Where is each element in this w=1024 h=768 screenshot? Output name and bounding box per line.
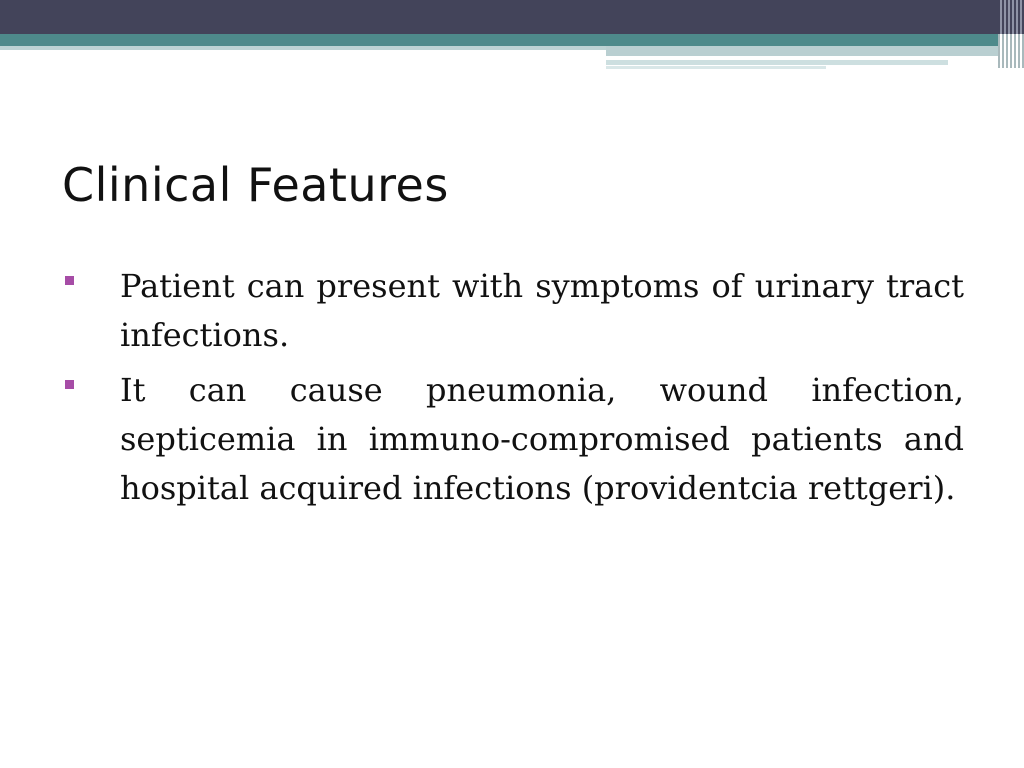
header-band-light: [0, 46, 606, 50]
slide-title: Clinical Features: [62, 158, 449, 212]
bullet-text: It can cause pneumonia, wound infection, septicemia in immuno-compromised patients and hospital acquired infections (providentcia rettgeri).: [120, 371, 964, 507]
square-bullet-icon: [65, 276, 74, 285]
header-band-accent-thin: [606, 60, 948, 65]
square-bullet-icon: [65, 380, 74, 389]
bullet-list: [64, 262, 964, 519]
header-band-accent-thinner: [606, 66, 826, 69]
header-band-dark: [0, 0, 1024, 34]
header-band-teal: [0, 34, 1024, 46]
bullet-item: [64, 262, 964, 360]
bullet-text: Patient can present with symptoms of urinary tract infections.: [120, 267, 964, 354]
bullet-item: [64, 366, 964, 513]
header-vertical-stripes-top: [998, 0, 1024, 34]
header-band-accent: [606, 46, 1000, 56]
